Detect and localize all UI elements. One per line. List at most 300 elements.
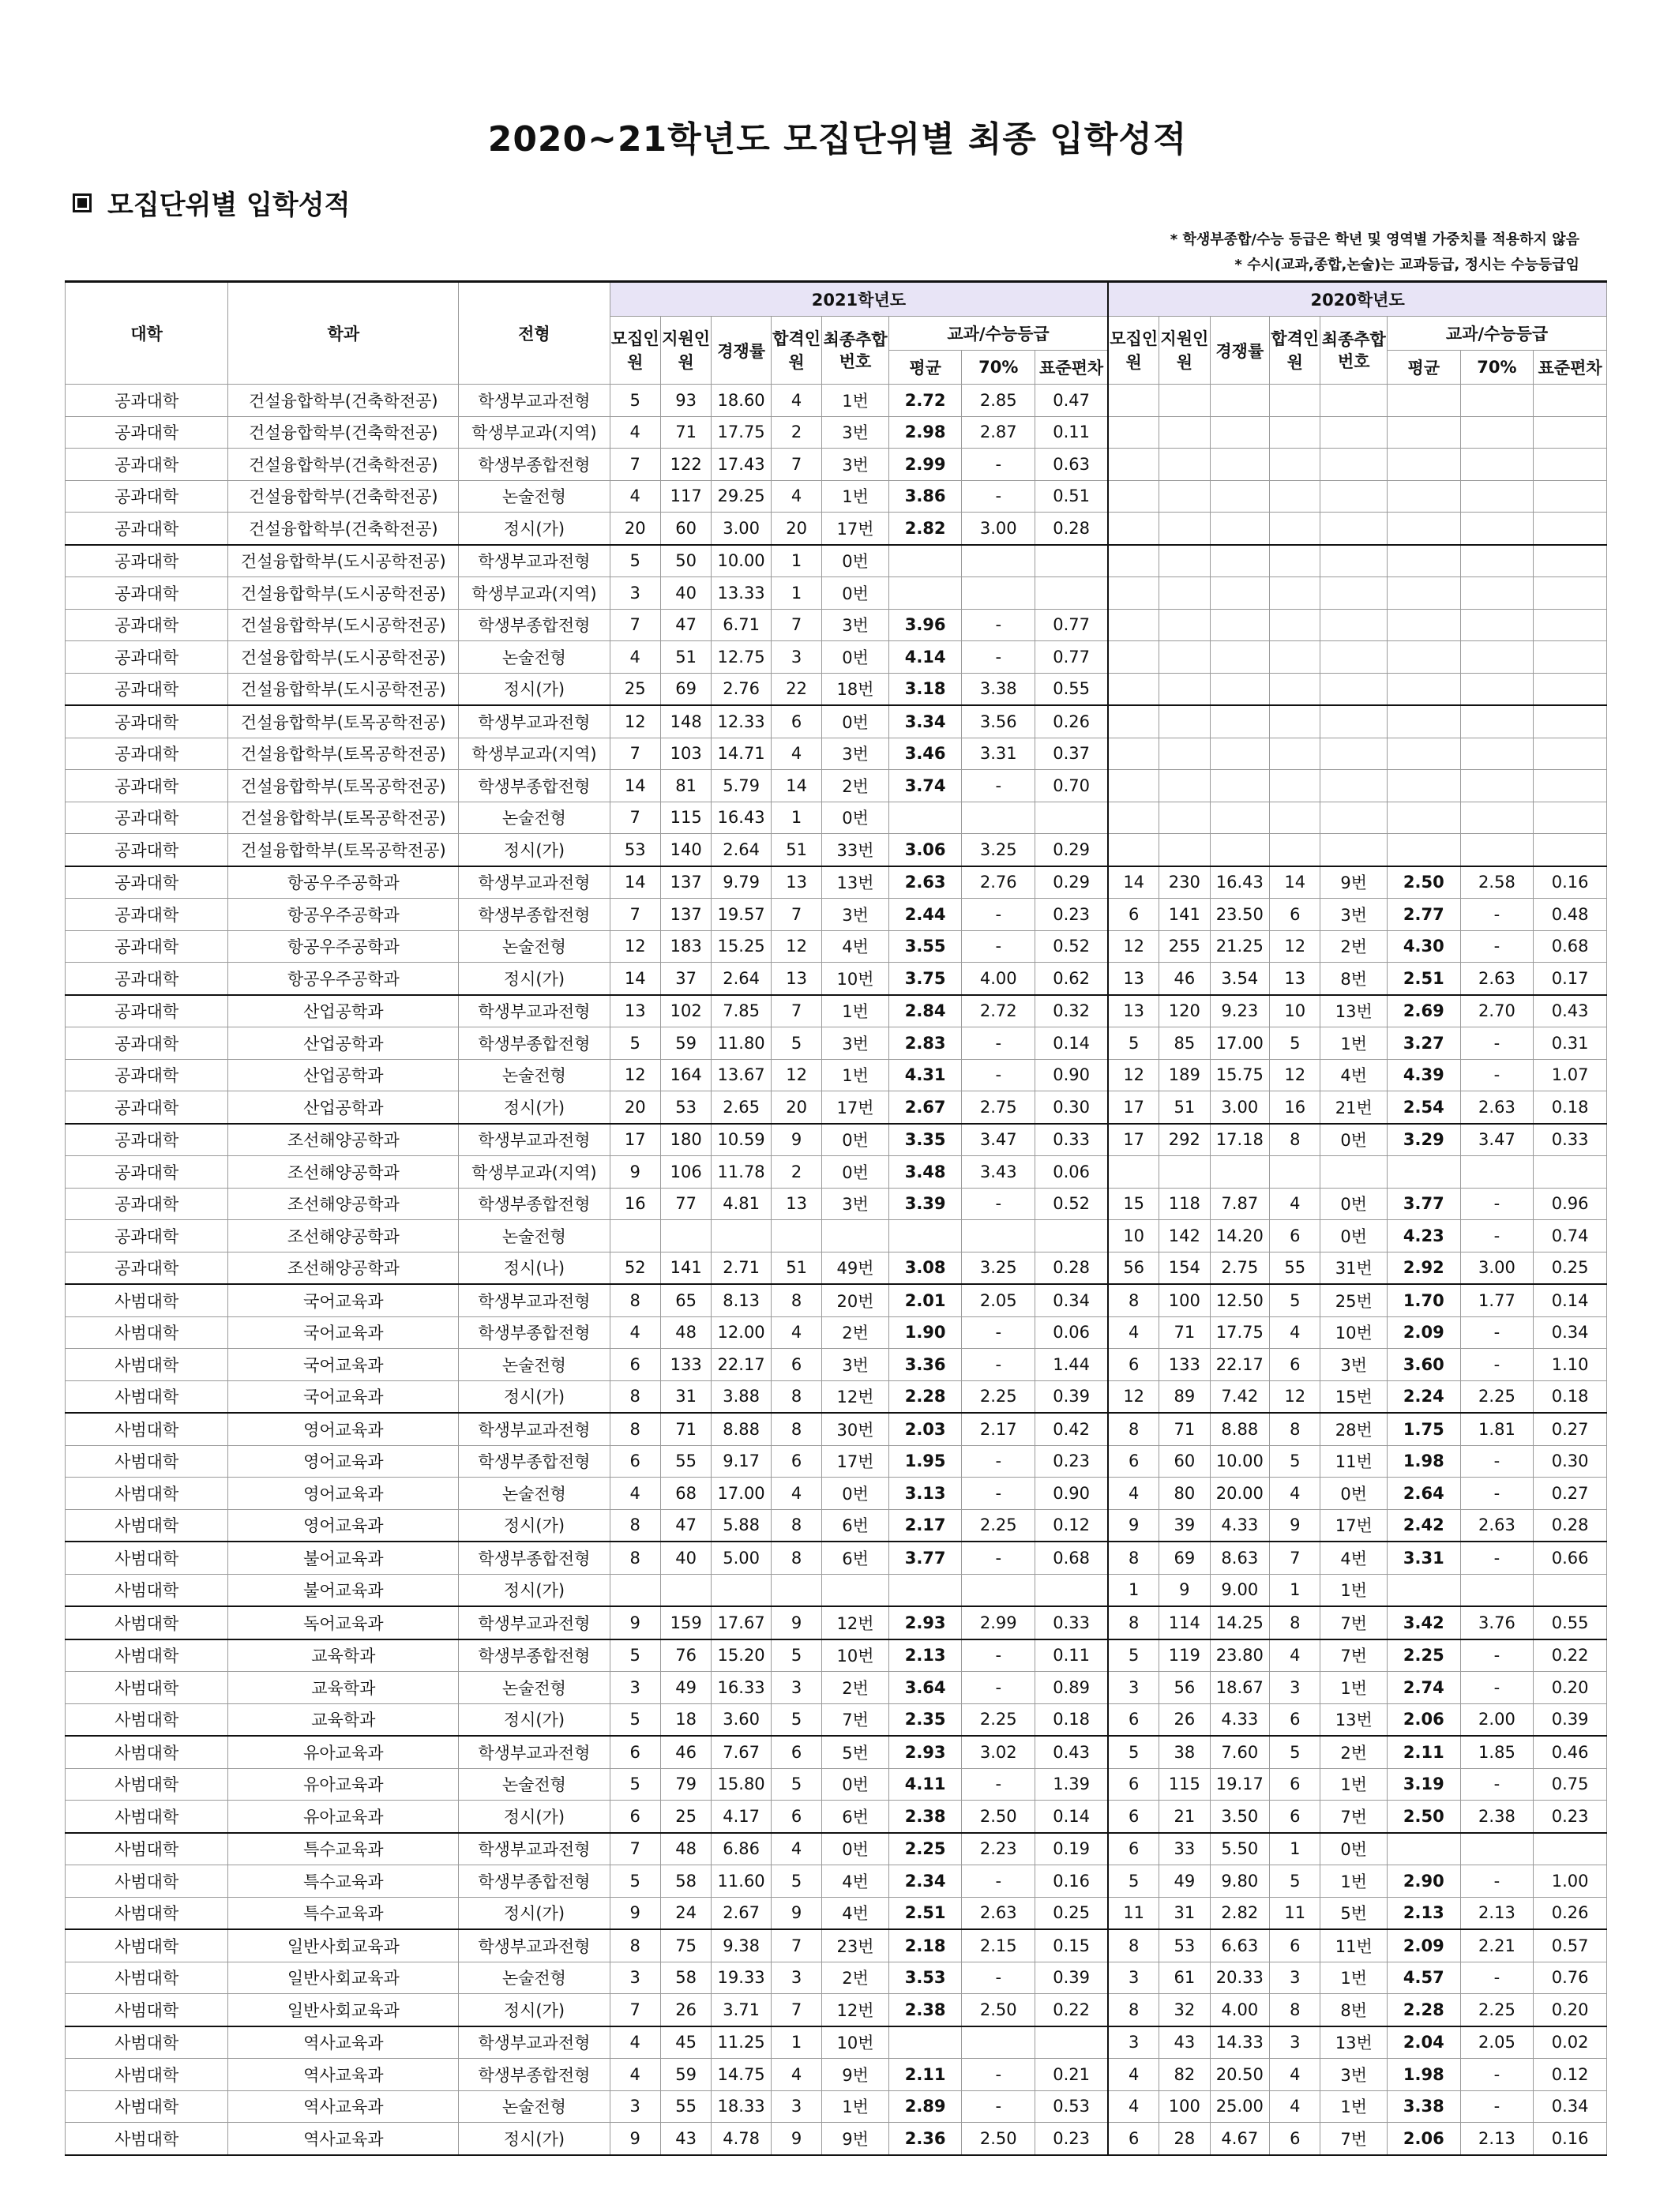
cell-dept: 독어교육과 xyxy=(228,1606,459,1639)
cell-recruit-2020: 11 xyxy=(1108,1897,1159,1929)
cell-sd-2021: 0.90 xyxy=(1035,1478,1109,1510)
cell-p70-2021: - xyxy=(962,449,1035,481)
cell-recruit-2020: 3 xyxy=(1108,1962,1159,1994)
cell-p70-2021: - xyxy=(962,609,1035,641)
cell-type: 정시(가) xyxy=(459,2123,610,2155)
cell-ratio-2020: 14.33 xyxy=(1210,2026,1269,2059)
cell-p70-2020: - xyxy=(1460,1639,1534,1672)
cell-recruit-2021: 9 xyxy=(610,1897,660,1929)
square-bullet-icon xyxy=(73,193,92,212)
cell-p70-2020 xyxy=(1460,641,1534,674)
cell-avg-2020: 2.69 xyxy=(1388,995,1461,1027)
cell-avg-2021: 2.93 xyxy=(888,1736,962,1768)
cell-ratio-2020 xyxy=(1210,385,1269,417)
cell-type: 논술전형 xyxy=(459,480,610,513)
cell-ratio-2021: 5.88 xyxy=(712,1509,771,1542)
cell-type: 학생부교과전형 xyxy=(459,1124,610,1156)
cell-p70-2021: - xyxy=(962,2090,1035,2123)
cell-sd-2021: 1.39 xyxy=(1035,1768,1109,1801)
cell-recruit-2021: 6 xyxy=(610,1349,660,1381)
cell-apply-2021: 24 xyxy=(660,1897,711,1929)
cell-recruit-2020: 6 xyxy=(1108,1801,1159,1833)
cell-avg-2021: 3.08 xyxy=(888,1252,962,1284)
cell-avg-2020 xyxy=(1388,834,1461,866)
cell-college: 사범대학 xyxy=(66,2059,228,2091)
cell-recruit-2020 xyxy=(1108,834,1159,866)
cell-recruit-2021 xyxy=(610,1220,660,1252)
table-row xyxy=(66,2026,1607,2059)
cell-avg-2021: 2.89 xyxy=(888,2090,962,2123)
cell-sd-2020: 0.33 xyxy=(1534,1124,1607,1156)
cell-pass-2021: 8 xyxy=(771,1413,821,1445)
cell-recruit-2020 xyxy=(1108,416,1159,449)
cell-avg-2021: 2.01 xyxy=(888,1284,962,1316)
cell-type: 논술전형 xyxy=(459,802,610,834)
cell-dept: 건설융합학부(건축학전공) xyxy=(228,385,459,417)
cell-pass-2021: 2 xyxy=(771,1156,821,1189)
cell-type: 학생부종합전형 xyxy=(459,1639,610,1672)
cell-p70-2021: - xyxy=(962,770,1035,802)
cell-apply-2020 xyxy=(1159,385,1210,417)
cell-ratio-2021: 11.25 xyxy=(712,2026,771,2059)
cell-final-2020 xyxy=(1320,416,1388,449)
cell-recruit-2020 xyxy=(1108,641,1159,674)
cell-avg-2021: 3.86 xyxy=(888,480,962,513)
cell-avg-2021 xyxy=(888,802,962,834)
cell-pass-2021: 51 xyxy=(771,834,821,866)
cell-ratio-2020 xyxy=(1210,705,1269,738)
cell-final-2020: 11번 xyxy=(1320,1929,1388,1962)
cell-apply-2021: 26 xyxy=(660,1994,711,2026)
cell-avg-2020: 1.98 xyxy=(1388,2059,1461,2091)
cell-ratio-2021: 19.57 xyxy=(712,899,771,931)
cell-ratio-2021: 11.78 xyxy=(712,1156,771,1189)
cell-dept: 건설융합학부(건축학전공) xyxy=(228,416,459,449)
cell-sd-2020: 0.74 xyxy=(1534,1220,1607,1252)
cell-sd-2020: 0.34 xyxy=(1534,2090,1607,2123)
cell-final-2021: 3번 xyxy=(822,1188,889,1220)
cell-avg-2021: 2.18 xyxy=(888,1929,962,1962)
cell-final-2021: 3번 xyxy=(822,416,889,449)
cell-pass-2021: 8 xyxy=(771,1284,821,1316)
cell-college: 사범대학 xyxy=(66,1672,228,1704)
cell-apply-2021: 58 xyxy=(660,1865,711,1898)
cell-p70-2020: 1.85 xyxy=(1460,1736,1534,1768)
table-row xyxy=(66,1542,1607,1574)
table-row xyxy=(66,1027,1607,1060)
table-row xyxy=(66,1929,1607,1962)
cell-avg-2020: 2.25 xyxy=(1388,1639,1461,1672)
cell-apply-2020 xyxy=(1159,545,1210,577)
cell-pass-2020 xyxy=(1270,738,1320,770)
cell-college: 사범대학 xyxy=(66,1897,228,1929)
table-row xyxy=(66,2123,1607,2155)
table-row xyxy=(66,802,1607,834)
cell-avg-2021: 2.13 xyxy=(888,1639,962,1672)
cell-p70-2021: - xyxy=(962,1865,1035,1898)
cell-pass-2020 xyxy=(1270,641,1320,674)
cell-sd-2021: 0.37 xyxy=(1035,738,1109,770)
cell-sd-2020: 0.20 xyxy=(1534,1994,1607,2026)
cell-apply-2020 xyxy=(1159,480,1210,513)
cell-ratio-2021: 16.33 xyxy=(712,1672,771,1704)
cell-sd-2020: 0.16 xyxy=(1534,2123,1607,2155)
cell-avg-2020: 4.57 xyxy=(1388,1962,1461,1994)
cell-type: 정시(가) xyxy=(459,1509,610,1542)
cell-apply-2020: 71 xyxy=(1159,1316,1210,1349)
cell-ratio-2021: 17.67 xyxy=(712,1606,771,1639)
cell-sd-2020 xyxy=(1534,770,1607,802)
cell-pass-2021: 6 xyxy=(771,705,821,738)
cell-recruit-2021: 7 xyxy=(610,1833,660,1865)
cell-avg-2021: 3.48 xyxy=(888,1156,962,1189)
cell-p70-2020 xyxy=(1460,1156,1534,1189)
cell-recruit-2020 xyxy=(1108,738,1159,770)
cell-final-2021: 30번 xyxy=(822,1413,889,1445)
cell-avg-2021 xyxy=(888,577,962,610)
cell-sd-2020 xyxy=(1534,480,1607,513)
cell-recruit-2021: 5 xyxy=(610,1768,660,1801)
header-ratio-2021: 경쟁률 xyxy=(712,317,771,385)
cell-pass-2021: 4 xyxy=(771,2059,821,2091)
cell-sd-2020 xyxy=(1534,802,1607,834)
header-pass-2020: 합격인원 xyxy=(1270,317,1320,385)
cell-final-2020: 11번 xyxy=(1320,1445,1388,1478)
cell-recruit-2020: 6 xyxy=(1108,899,1159,931)
cell-apply-2021: 48 xyxy=(660,1833,711,1865)
cell-pass-2021: 1 xyxy=(771,577,821,610)
header-dept: 학과 xyxy=(228,282,459,385)
cell-final-2020: 1번 xyxy=(1320,1865,1388,1898)
cell-ratio-2020 xyxy=(1210,449,1269,481)
cell-ratio-2020: 18.67 xyxy=(1210,1672,1269,1704)
cell-avg-2021: 3.06 xyxy=(888,834,962,866)
table-row xyxy=(66,480,1607,513)
cell-recruit-2021: 25 xyxy=(610,673,660,705)
cell-apply-2021: 55 xyxy=(660,2090,711,2123)
cell-dept: 불어교육과 xyxy=(228,1574,459,1606)
cell-type: 학생부교과(지역) xyxy=(459,738,610,770)
cell-dept: 건설융합학부(토목공학전공) xyxy=(228,738,459,770)
cell-dept: 건설융합학부(도시공학전공) xyxy=(228,673,459,705)
header-apply-2021: 지원인원 xyxy=(660,317,711,385)
cell-type: 학생부종합전형 xyxy=(459,770,610,802)
cell-dept: 건설융합학부(도시공학전공) xyxy=(228,545,459,577)
cell-ratio-2021: 18.60 xyxy=(712,385,771,417)
cell-avg-2020 xyxy=(1388,577,1461,610)
cell-avg-2020: 3.60 xyxy=(1388,1349,1461,1381)
cell-apply-2021: 122 xyxy=(660,449,711,481)
cell-sd-2021: 0.63 xyxy=(1035,449,1109,481)
cell-type: 정시(나) xyxy=(459,1252,610,1284)
cell-apply-2020: 89 xyxy=(1159,1380,1210,1413)
cell-final-2020 xyxy=(1320,577,1388,610)
cell-sd-2020: 1.10 xyxy=(1534,1349,1607,1381)
cell-pass-2021: 8 xyxy=(771,1380,821,1413)
cell-type: 학생부종합전형 xyxy=(459,609,610,641)
cell-apply-2020 xyxy=(1159,1156,1210,1189)
cell-avg-2020: 1.75 xyxy=(1388,1413,1461,1445)
header-recruit-2020: 모집인원 xyxy=(1108,317,1159,385)
cell-recruit-2020: 5 xyxy=(1108,1027,1159,1060)
cell-ratio-2021: 17.75 xyxy=(712,416,771,449)
cell-apply-2020: 189 xyxy=(1159,1059,1210,1091)
cell-sd-2021: 0.11 xyxy=(1035,416,1109,449)
cell-final-2020: 0번 xyxy=(1320,1833,1388,1865)
table-row xyxy=(66,449,1607,481)
cell-pass-2021: 14 xyxy=(771,770,821,802)
cell-pass-2020: 7 xyxy=(1270,1542,1320,1574)
table-row xyxy=(66,738,1607,770)
cell-avg-2021: 3.35 xyxy=(888,1124,962,1156)
cell-sd-2021: 0.23 xyxy=(1035,1445,1109,1478)
cell-ratio-2021 xyxy=(712,1220,771,1252)
cell-ratio-2020: 4.33 xyxy=(1210,1703,1269,1736)
cell-avg-2020: 2.06 xyxy=(1388,2123,1461,2155)
cell-recruit-2021: 52 xyxy=(610,1252,660,1284)
cell-final-2021: 49번 xyxy=(822,1252,889,1284)
cell-final-2021: 10번 xyxy=(822,963,889,995)
cell-college: 공과대학 xyxy=(66,1059,228,1091)
cell-apply-2021: 183 xyxy=(660,930,711,963)
cell-apply-2020 xyxy=(1159,834,1210,866)
cell-recruit-2021: 4 xyxy=(610,480,660,513)
cell-p70-2020 xyxy=(1460,738,1534,770)
cell-college: 사범대학 xyxy=(66,1929,228,1962)
cell-sd-2021: 0.15 xyxy=(1035,1929,1109,1962)
cell-pass-2021: 2 xyxy=(771,416,821,449)
cell-pass-2021: 5 xyxy=(771,1703,821,1736)
cell-pass-2020 xyxy=(1270,577,1320,610)
cell-final-2021: 3번 xyxy=(822,1349,889,1381)
cell-sd-2021: 0.14 xyxy=(1035,1801,1109,1833)
cell-sd-2020: 0.20 xyxy=(1534,1672,1607,1704)
cell-pass-2021: 4 xyxy=(771,480,821,513)
cell-p70-2021: 3.25 xyxy=(962,1252,1035,1284)
cell-ratio-2020: 15.75 xyxy=(1210,1059,1269,1091)
cell-avg-2021: 2.38 xyxy=(888,1994,962,2026)
cell-final-2021: 33번 xyxy=(822,834,889,866)
cell-sd-2021: 0.16 xyxy=(1035,1865,1109,1898)
cell-dept: 산업공학과 xyxy=(228,1027,459,1060)
cell-ratio-2021: 3.60 xyxy=(712,1703,771,1736)
cell-avg-2020: 3.38 xyxy=(1388,2090,1461,2123)
table-row xyxy=(66,1349,1607,1381)
cell-recruit-2021: 4 xyxy=(610,416,660,449)
cell-final-2021: 20번 xyxy=(822,1284,889,1316)
cell-ratio-2020 xyxy=(1210,673,1269,705)
cell-final-2020: 1번 xyxy=(1320,1768,1388,1801)
cell-p70-2021: - xyxy=(962,1478,1035,1510)
cell-pass-2020 xyxy=(1270,673,1320,705)
table-row xyxy=(66,1413,1607,1445)
cell-apply-2020: 230 xyxy=(1159,866,1210,899)
cell-pass-2021: 4 xyxy=(771,1478,821,1510)
cell-p70-2021: 2.85 xyxy=(962,385,1035,417)
cell-p70-2021: 3.25 xyxy=(962,834,1035,866)
cell-final-2021: 23번 xyxy=(822,1929,889,1962)
cell-ratio-2021: 14.71 xyxy=(712,738,771,770)
table-row xyxy=(66,1284,1607,1316)
cell-ratio-2021: 15.20 xyxy=(712,1639,771,1672)
cell-ratio-2021: 2.67 xyxy=(712,1897,771,1929)
cell-recruit-2020: 4 xyxy=(1108,1316,1159,1349)
cell-avg-2021: 3.34 xyxy=(888,705,962,738)
cell-college: 공과대학 xyxy=(66,1124,228,1156)
cell-p70-2020: 1.77 xyxy=(1460,1284,1534,1316)
cell-p70-2020 xyxy=(1460,480,1534,513)
cell-apply-2021: 164 xyxy=(660,1059,711,1091)
cell-apply-2021: 137 xyxy=(660,866,711,899)
cell-avg-2021: 2.63 xyxy=(888,866,962,899)
cell-ratio-2021: 15.25 xyxy=(712,930,771,963)
header-avg-2020: 평균 xyxy=(1388,351,1461,385)
cell-apply-2021: 68 xyxy=(660,1478,711,1510)
cell-pass-2020: 8 xyxy=(1270,1413,1320,1445)
cell-sd-2020: 0.46 xyxy=(1534,1736,1607,1768)
cell-type: 논술전형 xyxy=(459,641,610,674)
cell-ratio-2020: 12.50 xyxy=(1210,1284,1269,1316)
cell-final-2021: 6번 xyxy=(822,1542,889,1574)
cell-final-2020: 31번 xyxy=(1320,1252,1388,1284)
cell-dept: 영어교육과 xyxy=(228,1445,459,1478)
cell-sd-2021 xyxy=(1035,1574,1109,1606)
cell-college: 사범대학 xyxy=(66,1801,228,1833)
cell-type: 학생부종합전형 xyxy=(459,2059,610,2091)
cell-sd-2021: 0.18 xyxy=(1035,1703,1109,1736)
cell-sd-2020: 0.28 xyxy=(1534,1509,1607,1542)
cell-sd-2021: 0.25 xyxy=(1035,1897,1109,1929)
cell-apply-2020: 53 xyxy=(1159,1929,1210,1962)
cell-type: 논술전형 xyxy=(459,930,610,963)
cell-ratio-2020 xyxy=(1210,480,1269,513)
cell-p70-2020: - xyxy=(1460,1768,1534,1801)
cell-avg-2021: 2.35 xyxy=(888,1703,962,1736)
cell-recruit-2021: 6 xyxy=(610,1801,660,1833)
cell-final-2021: 17번 xyxy=(822,513,889,545)
cell-ratio-2020: 8.63 xyxy=(1210,1542,1269,1574)
cell-sd-2021: 0.39 xyxy=(1035,1380,1109,1413)
cell-recruit-2020: 8 xyxy=(1108,1284,1159,1316)
cell-p70-2020 xyxy=(1460,545,1534,577)
cell-final-2020: 1번 xyxy=(1320,2090,1388,2123)
cell-recruit-2020: 1 xyxy=(1108,1574,1159,1606)
cell-p70-2020: - xyxy=(1460,1316,1534,1349)
cell-ratio-2020 xyxy=(1210,609,1269,641)
cell-college: 사범대학 xyxy=(66,1574,228,1606)
cell-ratio-2021: 17.00 xyxy=(712,1478,771,1510)
cell-avg-2020: 4.23 xyxy=(1388,1220,1461,1252)
cell-ratio-2021: 7.67 xyxy=(712,1736,771,1768)
cell-recruit-2021: 7 xyxy=(610,1994,660,2026)
cell-ratio-2021: 3.71 xyxy=(712,1994,771,2026)
cell-pass-2021: 22 xyxy=(771,673,821,705)
cell-dept: 항공우주공학과 xyxy=(228,899,459,931)
cell-final-2020: 5번 xyxy=(1320,1897,1388,1929)
note-weighting: * 학생부종합/수능 등급은 학년 및 영역별 가중치를 적용하지 않음 xyxy=(1170,231,1579,248)
cell-type: 학생부교과전형 xyxy=(459,545,610,577)
cell-ratio-2021: 4.78 xyxy=(712,2123,771,2155)
cell-p70-2021: 2.75 xyxy=(962,1091,1035,1124)
cell-sd-2021: 0.51 xyxy=(1035,480,1109,513)
cell-dept: 일반사회교육과 xyxy=(228,1994,459,2026)
cell-final-2021: 18번 xyxy=(822,673,889,705)
cell-sd-2020: 0.57 xyxy=(1534,1929,1607,1962)
cell-pass-2020: 1 xyxy=(1270,1574,1320,1606)
cell-ratio-2020 xyxy=(1210,1156,1269,1189)
cell-apply-2020: 33 xyxy=(1159,1833,1210,1865)
cell-pass-2020: 6 xyxy=(1270,2123,1320,2155)
cell-final-2020: 28번 xyxy=(1320,1413,1388,1445)
cell-final-2020 xyxy=(1320,1156,1388,1189)
cell-apply-2020: 21 xyxy=(1159,1801,1210,1833)
cell-pass-2021: 13 xyxy=(771,1188,821,1220)
cell-pass-2021: 1 xyxy=(771,802,821,834)
cell-avg-2021: 2.36 xyxy=(888,2123,962,2155)
cell-type: 학생부교과(지역) xyxy=(459,1156,610,1189)
cell-sd-2020: 1.07 xyxy=(1534,1059,1607,1091)
cell-avg-2020: 2.54 xyxy=(1388,1091,1461,1124)
cell-final-2021: 10번 xyxy=(822,2026,889,2059)
cell-pass-2021: 13 xyxy=(771,866,821,899)
cell-apply-2021: 102 xyxy=(660,995,711,1027)
cell-sd-2021: 0.11 xyxy=(1035,1639,1109,1672)
cell-recruit-2020: 8 xyxy=(1108,1994,1159,2026)
cell-sd-2020: 0.27 xyxy=(1534,1413,1607,1445)
cell-p70-2021: - xyxy=(962,1188,1035,1220)
cell-sd-2021: 0.23 xyxy=(1035,2123,1109,2155)
cell-college: 공과대학 xyxy=(66,1091,228,1124)
cell-final-2021: 17번 xyxy=(822,1445,889,1478)
table-row xyxy=(66,1091,1607,1124)
cell-apply-2021: 103 xyxy=(660,738,711,770)
cell-final-2020: 0번 xyxy=(1320,1188,1388,1220)
cell-ratio-2020: 17.75 xyxy=(1210,1316,1269,1349)
cell-sd-2020: 0.23 xyxy=(1534,1801,1607,1833)
cell-dept: 유아교육과 xyxy=(228,1768,459,1801)
cell-college: 공과대학 xyxy=(66,802,228,834)
cell-apply-2021: 50 xyxy=(660,545,711,577)
cell-sd-2020: 0.12 xyxy=(1534,2059,1607,2091)
cell-college: 공과대학 xyxy=(66,449,228,481)
cell-final-2021: 0번 xyxy=(822,802,889,834)
table-row xyxy=(66,1124,1607,1156)
cell-type: 학생부교과(지역) xyxy=(459,577,610,610)
cell-avg-2021: 2.93 xyxy=(888,1606,962,1639)
cell-pass-2021: 3 xyxy=(771,1962,821,1994)
cell-recruit-2020 xyxy=(1108,1156,1159,1189)
cell-apply-2020: 100 xyxy=(1159,2090,1210,2123)
cell-final-2020 xyxy=(1320,545,1388,577)
cell-college: 사범대학 xyxy=(66,1316,228,1349)
cell-college: 사범대학 xyxy=(66,1542,228,1574)
cell-recruit-2021: 4 xyxy=(610,1316,660,1349)
cell-avg-2020 xyxy=(1388,641,1461,674)
cell-ratio-2020 xyxy=(1210,641,1269,674)
cell-college: 사범대학 xyxy=(66,1380,228,1413)
cell-apply-2020: 39 xyxy=(1159,1509,1210,1542)
cell-p70-2020: 2.58 xyxy=(1460,866,1534,899)
cell-type: 학생부교과전형 xyxy=(459,1833,610,1865)
cell-final-2021: 12번 xyxy=(822,1380,889,1413)
cell-avg-2020 xyxy=(1388,609,1461,641)
cell-ratio-2020: 9.00 xyxy=(1210,1574,1269,1606)
cell-type: 학생부교과전형 xyxy=(459,1284,610,1316)
cell-dept: 건설융합학부(토목공학전공) xyxy=(228,770,459,802)
cell-apply-2021: 106 xyxy=(660,1156,711,1189)
cell-p70-2021: 3.38 xyxy=(962,673,1035,705)
cell-p70-2020: 3.76 xyxy=(1460,1606,1534,1639)
